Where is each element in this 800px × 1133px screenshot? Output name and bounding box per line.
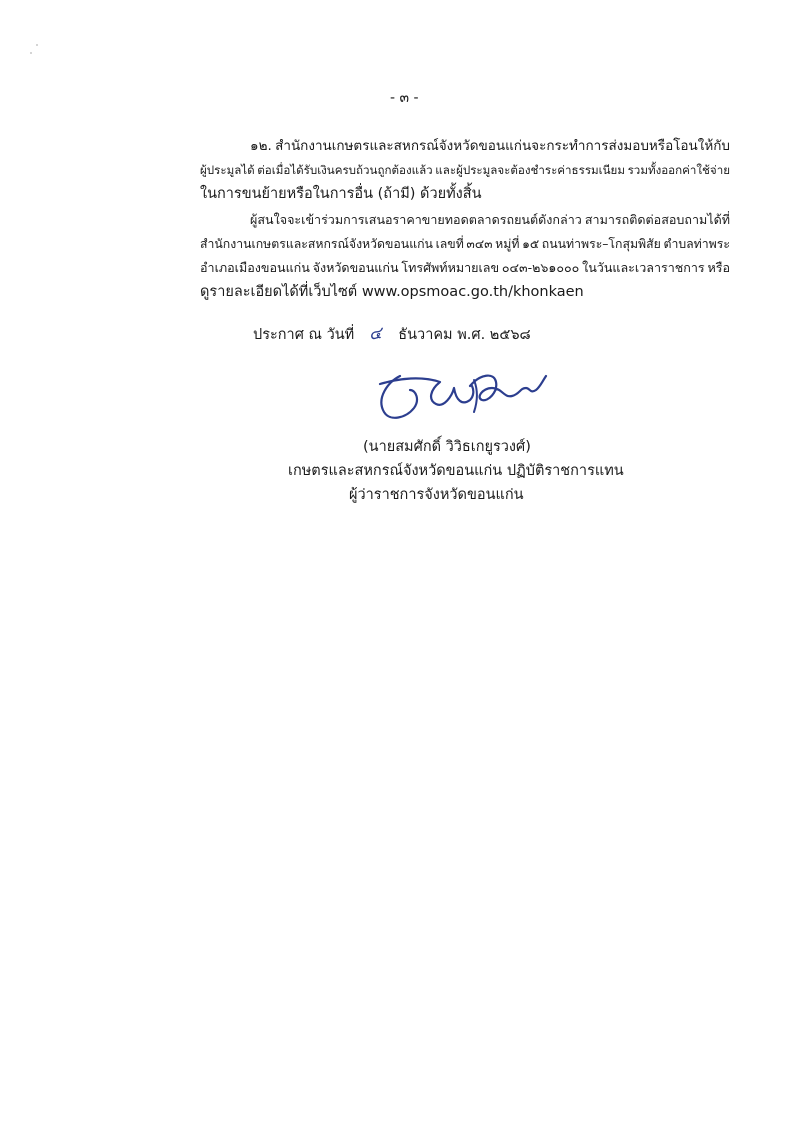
word: ๐๔๓-๒๖๑๐๐๐ [501, 260, 580, 275]
announcement-day: ๔ [367, 323, 383, 345]
signature-stroke [380, 378, 473, 404]
word: หมู่ที่ [495, 237, 520, 251]
clause-12-line-2 [200, 160, 730, 180]
word: เลขที่ [435, 237, 464, 251]
signature-stroke [474, 380, 477, 412]
word: และผู้ประมูลจะต้องชำระค่าธรรมเนียม [435, 163, 625, 177]
word: ผู้สนใจจะเข้าร่วมการเสนอราคาขายทอดตลาดรถยนต์ดังกล่าว [250, 212, 582, 227]
word: หรือ [707, 260, 730, 275]
signature-stroke [470, 376, 546, 401]
contact-line-1 [250, 210, 730, 230]
signatory-name: (นายสมศักดิ์ วิวิธเกยูรวงศ์) [363, 439, 531, 455]
word: จังหวัดขอนแก่น [312, 260, 399, 275]
word: อำเภอเมืองขอนแก่น [200, 260, 310, 275]
word: สำนักงานเกษตรและสหกรณ์จังหวัดขอนแก่นจะกระทำการส่งมอบหรือโอนให้กับ [275, 138, 730, 154]
contact-line-2 [200, 234, 730, 254]
scan-speck [30, 52, 32, 54]
word: ๓๔๓ [466, 237, 493, 251]
word: ตำบลท่าพระ [663, 237, 730, 251]
clause-12-line-1 [250, 136, 730, 156]
word: รวมทั้งออกค่าใช้จ่าย [627, 163, 730, 177]
word: ๑๒. [250, 138, 272, 154]
contact-line-3 [200, 258, 730, 278]
scan-speck [36, 44, 38, 46]
handwritten-signature [370, 360, 550, 430]
clause-12-line-3: ในการขนย้ายหรือในการอื่น (ถ้ามี) ด้วยทั้งสิ้น [200, 186, 482, 202]
word: สามารถติดต่อสอบถามได้ที่ [584, 212, 730, 227]
word: สำนักงานเกษตรและสหกรณ์จังหวัดขอนแก่น [200, 237, 433, 251]
signatory-position-1: เกษตรและสหกรณ์จังหวัดขอนแก่น ปฏิบัติราชการแทน [288, 463, 624, 479]
word: ต่อเมื่อได้รับเงินครบถ้วนถูกต้องแล้ว [257, 163, 433, 177]
word: ในวันและเวลาราชการ [582, 260, 705, 275]
announcement-month-year: ธันวาคม พ.ศ. ๒๕๖๘ [398, 327, 531, 343]
announcement-prefix: ประกาศ ณ วันที่ [253, 327, 355, 343]
word: ๑๕ [522, 237, 540, 251]
word: โทรศัพท์หมายเลข [401, 260, 500, 275]
signatory-position-2: ผู้ว่าราชการจังหวัดขอนแก่น [349, 487, 524, 503]
word: ถนนท่าพระ–โกสุมพิสัย [541, 237, 661, 251]
contact-line-4: ดูรายละเอียดได้ที่เว็บไซต์ www.opsmoac.go.th/khonkaen [200, 284, 584, 300]
signature-drawing [370, 360, 550, 430]
announcement-date [253, 324, 531, 345]
page-number: - ๓ - [390, 90, 419, 106]
word: ผู้ประมูลได้ [200, 163, 255, 177]
